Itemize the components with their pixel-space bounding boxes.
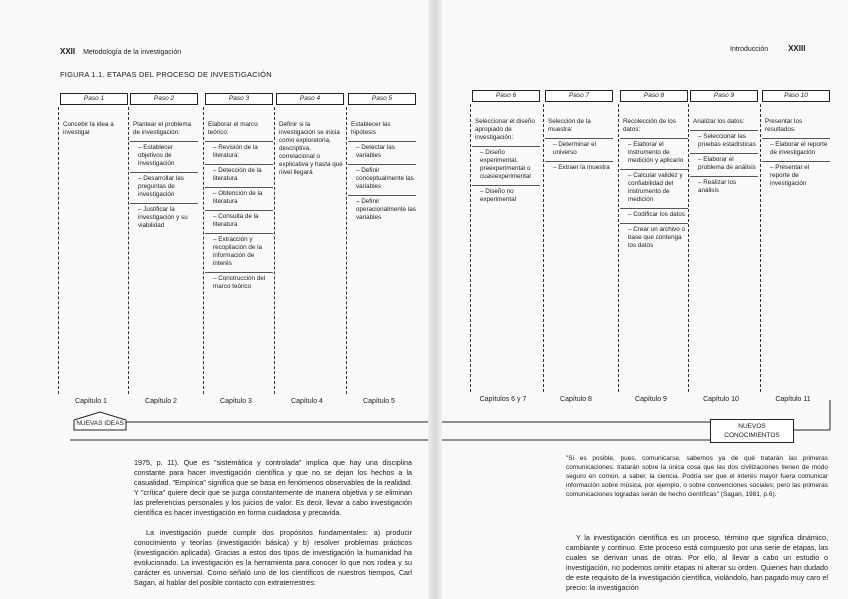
book-gutter [428,0,442,599]
right-chapter-label: Capítulos 6 y 7 [479,396,527,403]
step-main-text: Presentar los resultados: [765,118,803,133]
step-main-text: Recolección de los datos: [623,118,676,133]
step-label: Paso 7 [545,90,613,102]
step-connector-line [688,104,689,392]
step-connector-line [470,104,471,392]
step-main-text: Establecer las hipótesis [351,121,391,136]
step-connector-line [346,107,347,394]
left-paragraph-2: La investigación puede cumplir dos propósitos fundamentales: a) producir conocimiento y teorías (investigación básica) y b) resolver problemas prácticos (investigación aplicada). Gracias a estos dos tipos de investigación la humanidad ha evolucionado. La investigación es la herramienta para conocer lo que nos rodea y su carácter es universal. Como señaló uno de los científicos de nuestros tiempos, Carl Sagan, al hablar del posible contacto con extraterrestres: [134,528,412,587]
right-step-4 [690,90,758,195]
right-step-5 [762,90,830,188]
step-item: – Realizar los análisis [690,176,758,195]
step-label: Paso 2 [130,93,198,105]
right-step-3 [620,90,688,250]
step-item: – Definir operacionalmente las variables [348,195,416,222]
step-item: – Desarrollar las preguntas de investigación [130,172,198,199]
step-item: – Extracción y recopilación de la información de interés [205,233,273,268]
right-page-header [730,44,811,53]
step-main-text: Elaborar el marco teórico: [208,121,258,136]
right-running-head: Introducción [730,46,769,53]
step-item: – Extraer la muestra [545,161,613,172]
step-item: – Consulta de la literatura [205,210,273,229]
step-label: Paso 4 [276,93,344,105]
step-item: – Elaborar el problema de análisis [690,153,758,172]
step-item: – Seleccionar las pruebas estadísticas [690,130,758,149]
step-item: – Codificar los datos [620,208,688,219]
left-step-2 [130,93,198,230]
step-label: Paso 8 [620,90,688,102]
step-main-text: Concebir la idea a investigar [63,121,114,136]
right-step-1 [472,90,540,204]
right-paragraph: Y la investigación científica es un proceso, término que significa dinámico, cambiante y continuo. Este proceso está compuesto por una serie de etapas, las cuales se derivan unas de otras. Por ello, al llevar a cabo un estudio o investigación, no podemos omitir etapas ni alterar su orden. Quienes han dudado de este requisito de la investigación científica, violándolo, han pagado muy caro el precio: la investigación [566,533,828,592]
left-running-head: Metodología de la investigación [83,49,182,56]
step-item: – Elaborar el reporte de investigación [762,138,830,157]
step-item: – Determinar el universo [545,138,613,157]
left-chapter-label: Capítulo 3 [220,398,252,405]
right-step-2 [545,90,613,172]
left-page-number: XXII [60,47,76,56]
step-item: – Definir conceptualmente las variables [348,164,416,191]
left-chapter-label: Capítulo 4 [291,398,323,405]
sagan-quote: "Si es posible, pues, comunicarse, sabemos ya de qué tratarán las primeras comunicaciones: tratarán sobre la única cosa que las dos civilizaciones tienen de modo seguro en común, a saber, la ciencia. Podría ser que el interés mayor fuera comunicar información sobre música, por ejemplo, o sobre convenciones sociales; pero las primeras comunicaciones logradas serán de hecho científicas" (Sagan, 1981, p.6). [566,455,828,498]
step-label: Paso 6 [472,90,540,102]
step-main-text: Definir si la investigación se inicia como exploratoria, descriptiva, correlacional o explicativa y hasta qué nivel llegará [279,121,343,176]
step-label: Paso 10 [762,90,830,102]
left-step-3 [205,93,273,291]
right-chapter-label: Capítulo 11 [775,396,811,403]
left-chapter-label: Capítulo 5 [363,398,395,405]
right-chapter-label: Capítulo 10 [703,396,739,403]
step-main-text: Seleccionar el diseño apropiado de investigación: [475,118,535,141]
left-chapter-label: Capítulo 2 [145,398,177,405]
step-connector-line [128,107,129,394]
figure-title: FIGURA 1.1. ETAPAS DEL PROCESO DE INVESTIGACIÓN [60,70,272,79]
step-connector-line [274,107,275,394]
step-label: Paso 9 [690,90,758,102]
step-item: – Establecer objetivos de investigación [130,141,198,168]
step-label: Paso 3 [205,93,273,105]
step-item: – Calcular validez y confiabilidad del instrumento de medición [620,169,688,204]
left-page-header [60,47,181,56]
step-item: – Obtención de la literatura [205,187,273,206]
step-item: – Diseño experimental, preexperimental o cuasiexperimental [472,146,540,181]
step-item: – Detección de la literatura [205,164,273,183]
right-page-number: XXIII [788,44,806,53]
left-step-1 [60,93,128,137]
step-label: Paso 1 [60,93,128,105]
right-chapter-label: Capítulo 8 [560,396,592,403]
step-connector-line [58,107,59,394]
step-item: – Construcción del marco teórico [205,272,273,291]
nuevas-ideas-label: NUEVAS IDEAS [76,420,124,427]
step-item: – Elaborar el instrumento de medición y aplicarlo [620,138,688,165]
step-item: – Crear un archivo o base que contenga los datos [620,223,688,250]
step-main-text: Analizar los datos: [693,118,745,125]
left-step-4 [276,93,344,177]
step-label: Paso 5 [348,93,416,105]
step-connector-line [203,107,204,394]
left-paragraph-1: 1975, p. 11). Que es "sistemática y controlada" implica que hay una disciplina constante para hacer investigación científica y que no se dejan los hechos a la casualidad. "Empírica" significa que se basa en fenómenos observables de la realidad. Y "crítica" quiere decir que se juzga constantemente de manera objetiva y se eliminan las preferencias personales y los juicios de valor. Es decir, llevar a cabo investigación científica es hacer investigación en forma cuidadosa y precavida. [134,458,412,517]
step-item: – Diseño no experimental [472,185,540,204]
step-item: – Justificar la investigación y su viabilidad [130,203,198,230]
right-chapter-label: Capítulo 9 [635,396,667,403]
step-connector-line [618,104,619,392]
step-item: – Presentar el reporte de investigación [762,161,830,188]
step-connector-line [543,104,544,392]
left-chapter-label: Capítulo 1 [75,398,107,405]
nuevos-conocimientos-box [710,419,794,443]
step-main-text: Plantear el problema de investigación: [133,121,192,136]
step-item: – Revisión de la literatura: [205,141,273,160]
step-main-text: Selección de la muestra: [548,118,591,133]
step-item: – Detectar las variables [348,141,416,160]
step-connector-line [760,104,761,392]
left-step-5 [348,93,416,222]
nuevos-conocimientos-label: NUEVOS CONOCIMIENTOS [724,423,780,439]
